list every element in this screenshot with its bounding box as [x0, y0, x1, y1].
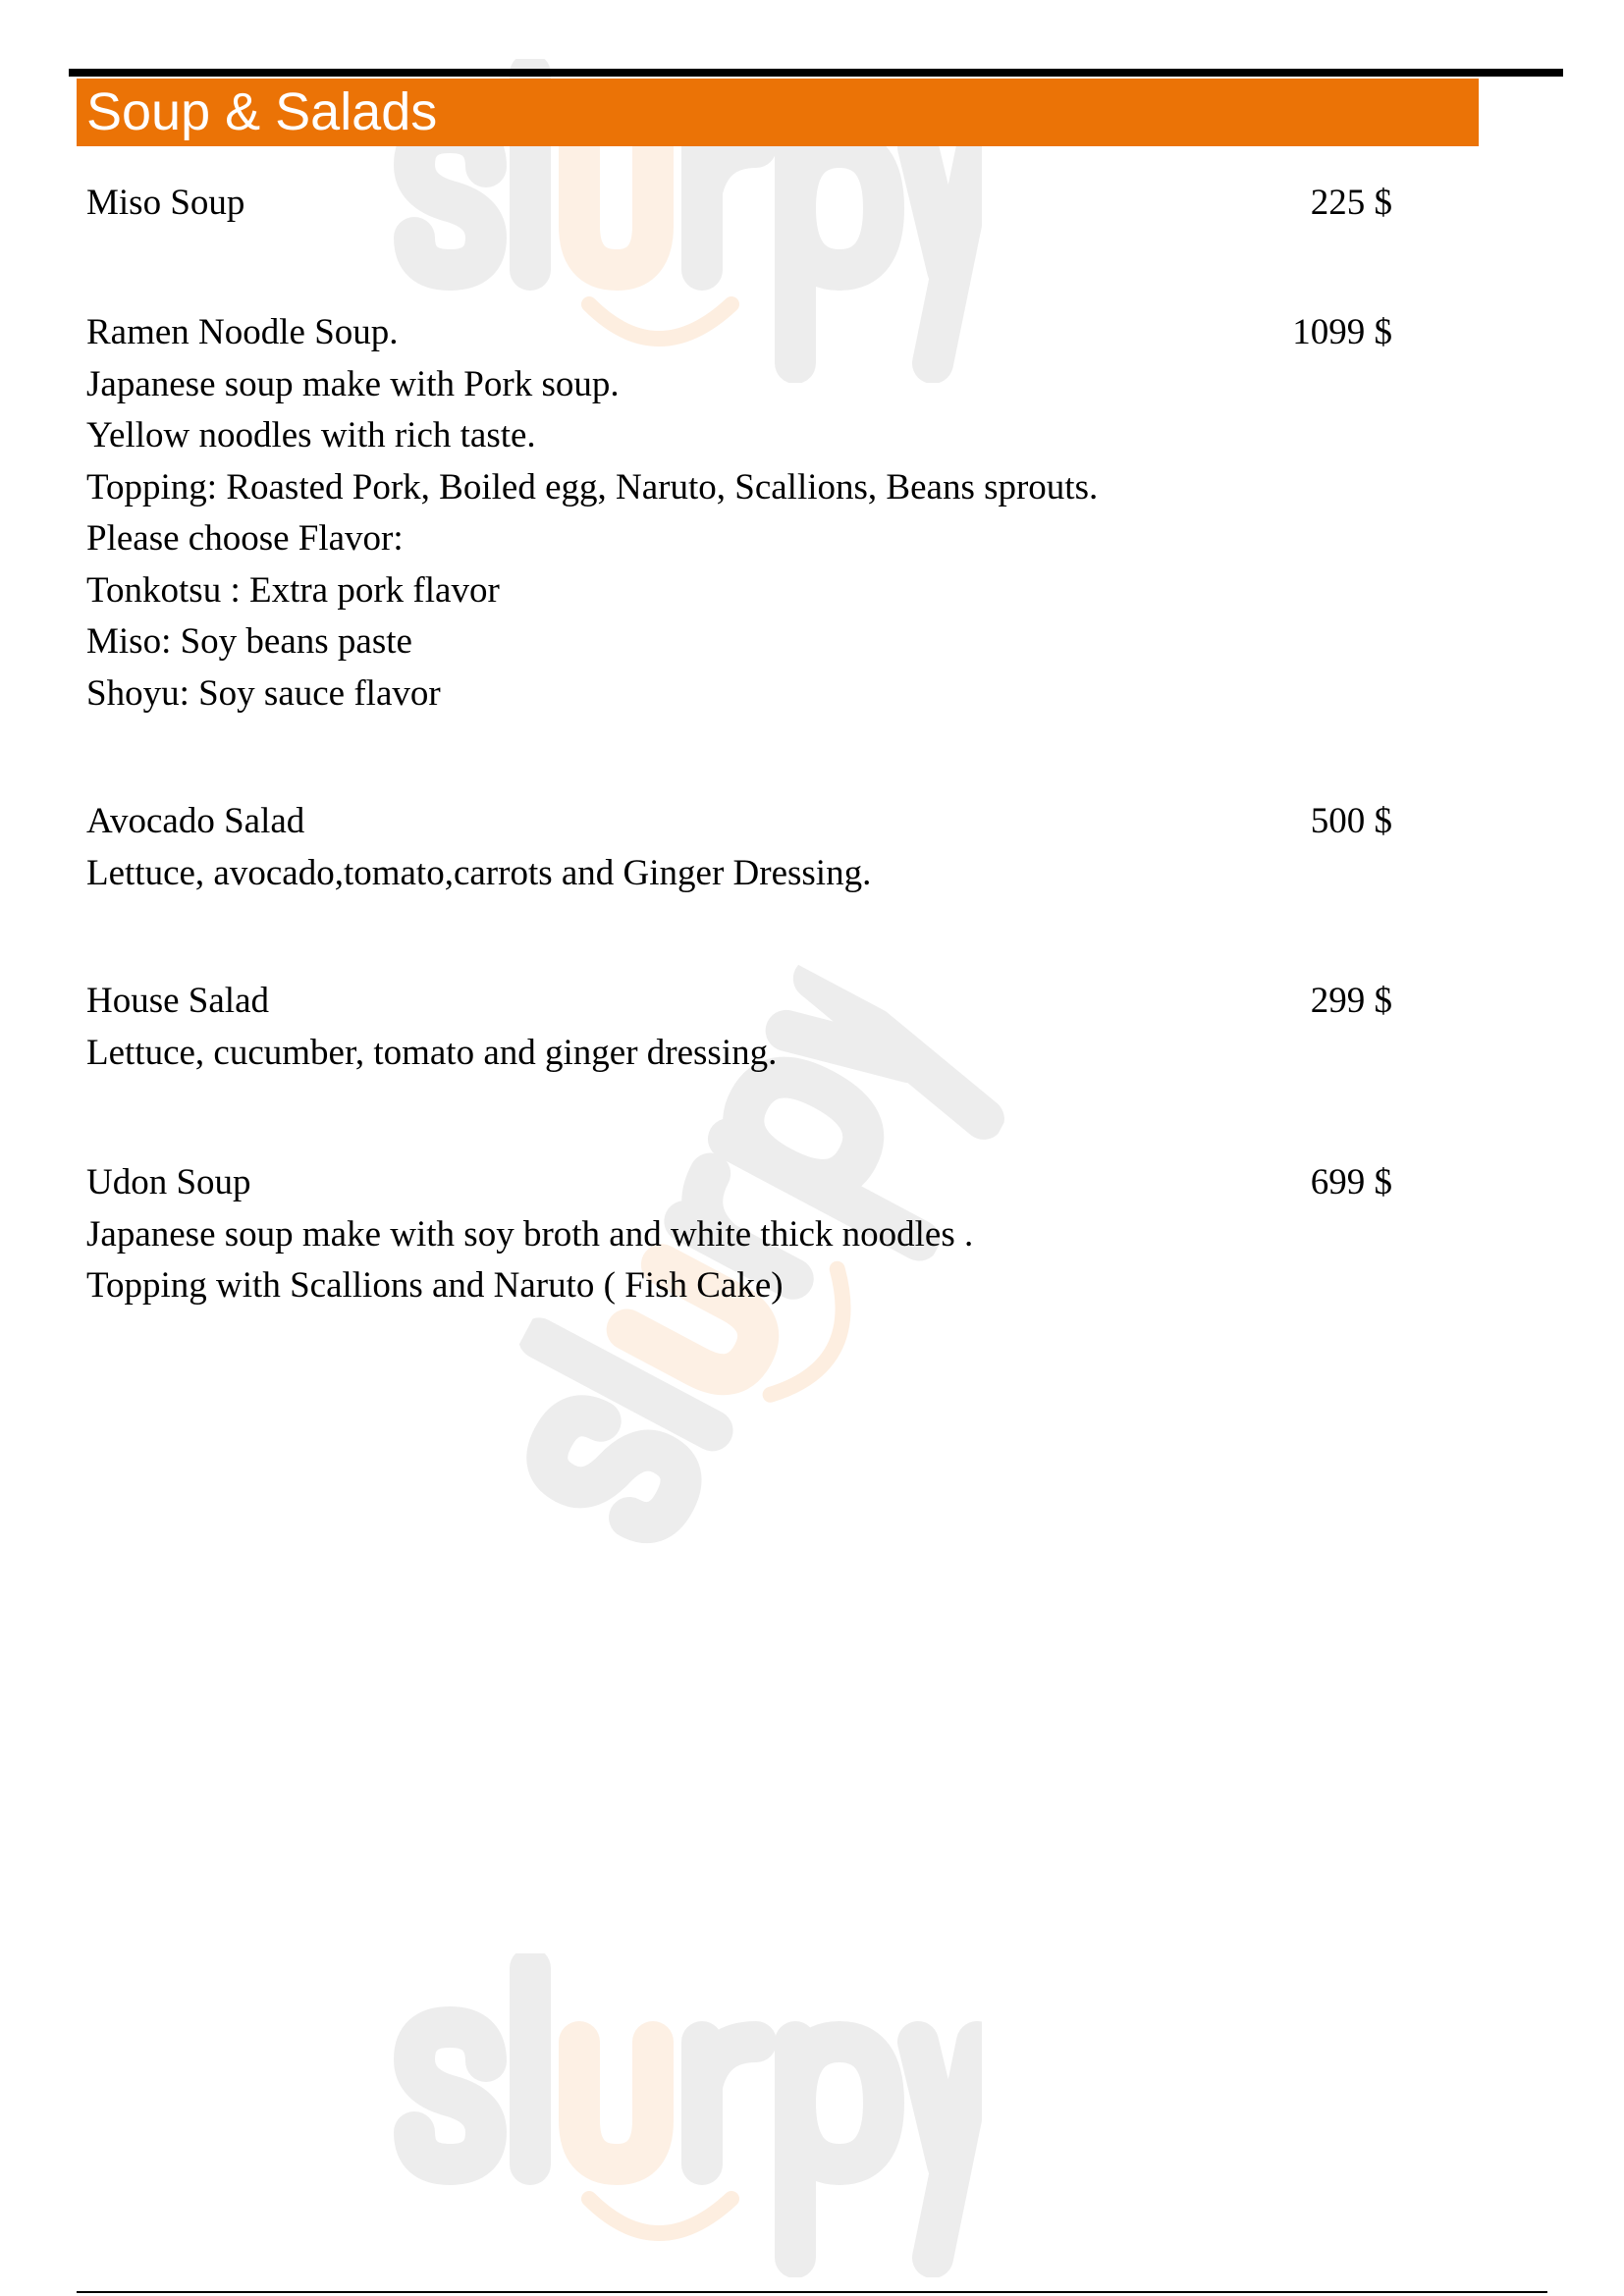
item-description-line: Topping: Roasted Pork, Boiled egg, Naruto, Scallions, Beans sprouts.: [86, 466, 1099, 507]
item-price: 699 $: [1310, 1162, 1392, 1202]
item-description-line: Tonkotsu : Extra pork flavor: [86, 569, 500, 611]
menu-item: [86, 178, 1392, 230]
item-description-line: Japanese soup make with soy broth and white thick noodles .: [86, 1213, 974, 1255]
item-name: Ramen Noodle Soup.: [86, 312, 399, 352]
item-name: Avocado Salad: [86, 801, 305, 841]
watermark-logo: [393, 1953, 982, 2277]
item-description-line: Lettuce, avocado,tomato,carrots and Ginger Dressing.: [86, 852, 872, 893]
item-price: 225 $: [1310, 183, 1392, 223]
item-description-line: Please choose Flavor:: [86, 518, 404, 559]
top-rule: [69, 69, 1563, 77]
item-price: 500 $: [1310, 801, 1392, 841]
item-name: Miso Soup: [86, 183, 245, 223]
item-description-line: Topping with Scallions and Naruto ( Fish Cake): [86, 1265, 784, 1306]
menu-item: [86, 1157, 1392, 1312]
item-description-line: Japanese soup make with Pork soup.: [86, 363, 620, 404]
item-description-line: Miso: Soy beans paste: [86, 621, 412, 662]
item-name: House Salad: [86, 981, 269, 1021]
bottom-rule: [77, 2291, 1547, 2293]
item-price: 1099 $: [1292, 312, 1392, 352]
item-description-line: Shoyu: Soy sauce flavor: [86, 672, 441, 714]
item-description-line: Yellow noodles with rich taste.: [86, 415, 536, 455]
menu-item: [86, 307, 1392, 720]
item-price: 299 $: [1310, 981, 1392, 1021]
item-name: Udon Soup: [86, 1162, 251, 1202]
menu-item: [86, 976, 1392, 1079]
menu-item: [86, 796, 1392, 899]
section-header: [77, 79, 1479, 146]
section-title: Soup & Salads: [86, 82, 438, 141]
item-description-line: Lettuce, cucumber, tomato and ginger dressing.: [86, 1032, 778, 1073]
